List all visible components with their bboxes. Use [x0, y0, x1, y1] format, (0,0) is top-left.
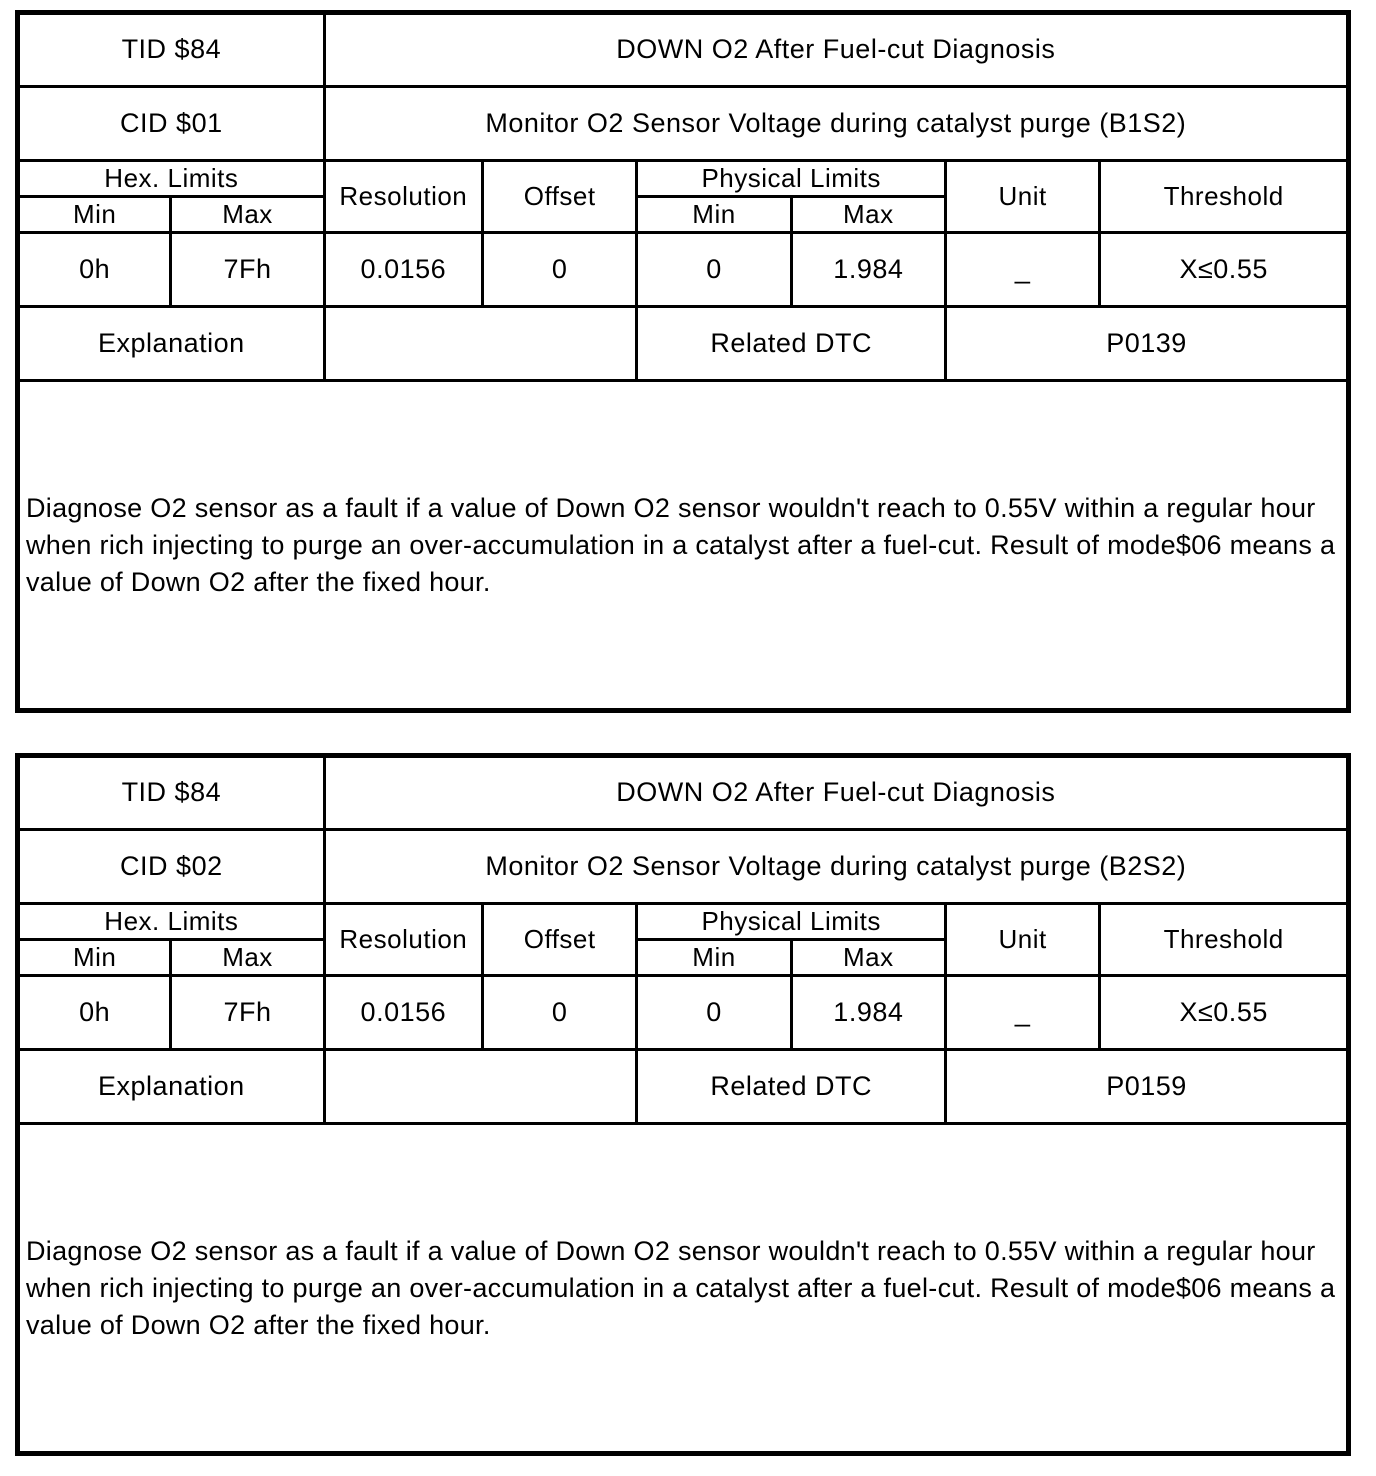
tid-description: DOWN O2 After Fuel-cut Diagnosis [324, 13, 1348, 87]
related-dtc-label: Related DTC [637, 307, 946, 381]
related-dtc-value: P0139 [946, 307, 1349, 381]
tid-cell: TID $84 [18, 13, 325, 87]
monitor-spec-table-b1s2 [15, 10, 1351, 713]
cid-cell: CID $02 [18, 830, 325, 904]
resolution-header: Resolution [324, 904, 482, 976]
unit-header: Unit [946, 161, 1100, 233]
threshold-value: X≤0.55 [1100, 233, 1349, 307]
physical-max-value: 1.984 [791, 976, 945, 1050]
hex-max-header: Max [171, 197, 324, 233]
resolution-value: 0.0156 [324, 233, 482, 307]
related-dtc-label: Related DTC [637, 1050, 946, 1124]
physical-min-value: 0 [637, 976, 791, 1050]
cid-description: Monitor O2 Sensor Voltage during catalyst purge (B1S2) [324, 87, 1348, 161]
hex-max-header: Max [171, 940, 324, 976]
threshold-value: X≤0.55 [1100, 976, 1349, 1050]
offset-header: Offset [483, 904, 637, 976]
tid-cell: TID $84 [18, 756, 325, 830]
hex-min-header: Min [18, 197, 171, 233]
tid-description: DOWN O2 After Fuel-cut Diagnosis [324, 756, 1348, 830]
hex-min-value: 0h [18, 233, 171, 307]
empty-cell [324, 307, 637, 381]
physical-limits-header: Physical Limits [637, 161, 946, 197]
unit-value: _ [946, 233, 1100, 307]
physical-max-value: 1.984 [791, 233, 945, 307]
offset-header: Offset [483, 161, 637, 233]
related-dtc-value: P0159 [946, 1050, 1349, 1124]
resolution-header: Resolution [324, 161, 482, 233]
cid-cell: CID $01 [18, 87, 325, 161]
hex-max-value: 7Fh [171, 976, 324, 1050]
empty-cell [324, 1050, 637, 1124]
hex-max-value: 7Fh [171, 233, 324, 307]
explanation-label: Explanation [18, 307, 325, 381]
physical-min-header: Min [637, 940, 791, 976]
physical-max-header: Max [791, 197, 945, 233]
resolution-value: 0.0156 [324, 976, 482, 1050]
physical-min-header: Min [637, 197, 791, 233]
explanation-text: Diagnose O2 sensor as a fault if a value of Down O2 sensor wouldn't reach to 0.55V within a regular hour when rich injecting to purge an over-accumulation in a catalyst after a fuel-cut. Result of mode$06 means a value of Down O2 after the fixed hour. [18, 1124, 1349, 1454]
hex-limits-header: Hex. Limits [18, 161, 325, 197]
physical-min-value: 0 [637, 233, 791, 307]
explanation-label: Explanation [18, 1050, 325, 1124]
threshold-header: Threshold [1100, 161, 1349, 233]
hex-min-header: Min [18, 940, 171, 976]
physical-limits-header: Physical Limits [637, 904, 946, 940]
offset-value: 0 [483, 233, 637, 307]
cid-description: Monitor O2 Sensor Voltage during catalyst purge (B2S2) [324, 830, 1348, 904]
hex-min-value: 0h [18, 976, 171, 1050]
unit-header: Unit [946, 904, 1100, 976]
monitor-spec-table-b2s2 [15, 753, 1351, 1456]
threshold-header: Threshold [1100, 904, 1349, 976]
explanation-text: Diagnose O2 sensor as a fault if a value of Down O2 sensor wouldn't reach to 0.55V within a regular hour when rich injecting to purge an over-accumulation in a catalyst after a fuel-cut. Result of mode$06 means a value of Down O2 after the fixed hour. [18, 381, 1349, 711]
physical-max-header: Max [791, 940, 945, 976]
hex-limits-header: Hex. Limits [18, 904, 325, 940]
unit-value: _ [946, 976, 1100, 1050]
offset-value: 0 [483, 976, 637, 1050]
